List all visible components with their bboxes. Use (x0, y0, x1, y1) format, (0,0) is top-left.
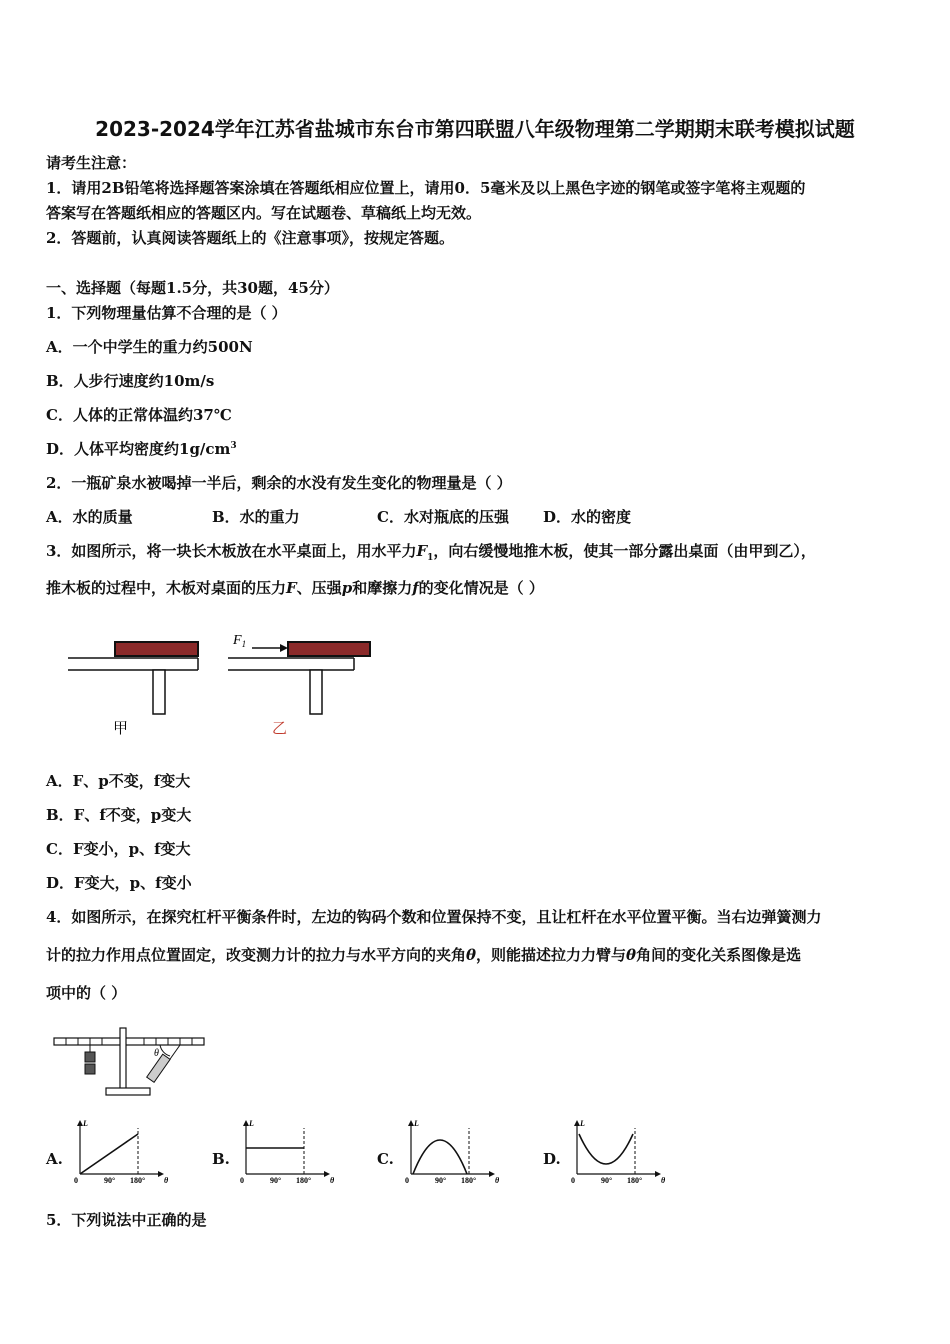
y-var-label: L (249, 1119, 254, 1128)
q4-option-a: A. (46, 1150, 63, 1168)
graph-curve (80, 1134, 138, 1174)
theta-label: θ (154, 1048, 159, 1059)
q2-option-c: C．水对瓶底的压强 (377, 508, 509, 526)
label-jia: 甲 (113, 721, 129, 737)
q3-line-2: 推木板的过程中，木板对桌面的压力F、压强p和摩擦力f的变化情况是（ ） (46, 579, 544, 597)
q3-option-c: C．F变小，p、f变大 (46, 840, 191, 858)
q4-lever-figure (48, 1024, 208, 1100)
q4-line-1: 4．如图所示，在探究杠杆平衡条件时，左边的钩码个数和位置保持不变，且让杠杆在水平位置平衡。当右边弹簧测力 (46, 908, 822, 926)
q4-line-3: 项中的（ ） (46, 984, 127, 1002)
table-leg-left (153, 670, 165, 714)
tick-origin: 0 (74, 1176, 78, 1185)
q4-graph-c (403, 1118, 503, 1194)
q2-option-a: A．水的质量 (46, 508, 133, 526)
lever-stand (120, 1028, 126, 1090)
table-leg-right (310, 670, 322, 714)
tick-180: 180° (296, 1176, 312, 1185)
board-left (115, 642, 198, 656)
tick-180: 180° (130, 1176, 146, 1185)
q4-option-b: B. (212, 1150, 230, 1168)
notice-heading: 请考生注意： (46, 154, 137, 172)
q2-stem: 2．一瓶矿泉水被喝掉一半后，剩余的水没有发生变化的物理量是（ ） (46, 474, 512, 492)
q1-stem: 1．下列物理量估算不合理的是（ ） (46, 304, 287, 322)
x-var-label: θ (330, 1176, 335, 1185)
q1-option-c: C．人体的正常体温约37℃ (46, 406, 232, 424)
tick-180: 180° (627, 1176, 643, 1185)
q4-option-c: C. (377, 1150, 394, 1168)
tick-origin: 0 (405, 1176, 409, 1185)
tick-origin: 0 (571, 1176, 575, 1185)
notice-line-3: 2．答题前，认真阅读答题纸上的《注意事项》，按规定答题。 (46, 229, 454, 247)
x-var-label: θ (661, 1176, 666, 1185)
q3-option-b: B．F、f不变，p变大 (46, 806, 192, 824)
board-right (288, 642, 370, 656)
tick-180: 180° (461, 1176, 477, 1185)
x-var-label: θ (164, 1176, 169, 1185)
q5-stem: 5．下列说法中正确的是 (46, 1211, 207, 1229)
y-var-label: L (580, 1119, 585, 1128)
tick-origin: 0 (240, 1176, 244, 1185)
weight-2 (85, 1064, 95, 1074)
page-title: 2023-2024学年江苏省盐城市东台市第四联盟八年级物理第二学期期末联考模拟试题 (95, 117, 855, 141)
label-yi: 乙 (272, 721, 288, 737)
tick-90: 90° (601, 1176, 613, 1185)
weight-1 (85, 1052, 95, 1062)
x-var-label: θ (495, 1176, 500, 1185)
q4-graph-d (569, 1118, 669, 1194)
section-heading: 一、选择题（每题1.5分，共30题，45分） (46, 279, 339, 297)
y-var-label: L (414, 1119, 419, 1128)
tick-90: 90° (435, 1176, 447, 1185)
q3-figure (60, 630, 380, 740)
q1-option-d-sup: 3 (230, 441, 237, 451)
notice-line-2: 答案写在答题纸相应的答题区内。写在试题卷、草稿纸上均无效。 (46, 204, 482, 222)
lever-bar (54, 1038, 204, 1045)
q3-option-d: D．F变大，p、f变小 (46, 874, 192, 892)
q2-option-d: D．水的密度 (543, 508, 632, 526)
tick-90: 90° (270, 1176, 282, 1185)
notice-line-1: 1．请用2B铅笔将选择题答案涂填在答题纸相应位置上，请用0．5毫米及以上黑色字迹的钢笔或签字笔将主观题的 (46, 179, 806, 197)
q4-graph-a (72, 1118, 172, 1194)
q1-option-a: A．一个中学生的重力约500N (46, 338, 253, 356)
y-var-label: L (83, 1119, 88, 1128)
q4-graph-b (238, 1118, 338, 1194)
q1-option-d: D．人体平均密度约$1g/cm^3$ (46, 440, 237, 458)
force-label: $F_1$ (233, 633, 247, 649)
q3-option-a: A．F、p不变，f变大 (46, 772, 191, 790)
q2-option-b: B．水的重力 (212, 508, 300, 526)
stand-base (106, 1088, 150, 1095)
graph-curve (579, 1134, 633, 1164)
graph-curve (413, 1140, 467, 1174)
q4-option-d: D. (543, 1150, 561, 1168)
q1-option-b: B．人步行速度约10m/s (46, 372, 215, 390)
force-arrow-icon (280, 644, 288, 652)
q3-line-1: 3．如图所示，将一块长木板放在水平桌面上，用水平力$F_1$，向右缓慢地推木板，使其一部分露出桌面（由甲到乙）， (46, 542, 816, 563)
tick-90: 90° (104, 1176, 116, 1185)
q4-line-2: 计的拉力作用点位置固定，改变测力计的拉力与水平方向的夹角θ，则能描述拉力力臂与θ角间的变化关系图像是选 (46, 946, 802, 964)
